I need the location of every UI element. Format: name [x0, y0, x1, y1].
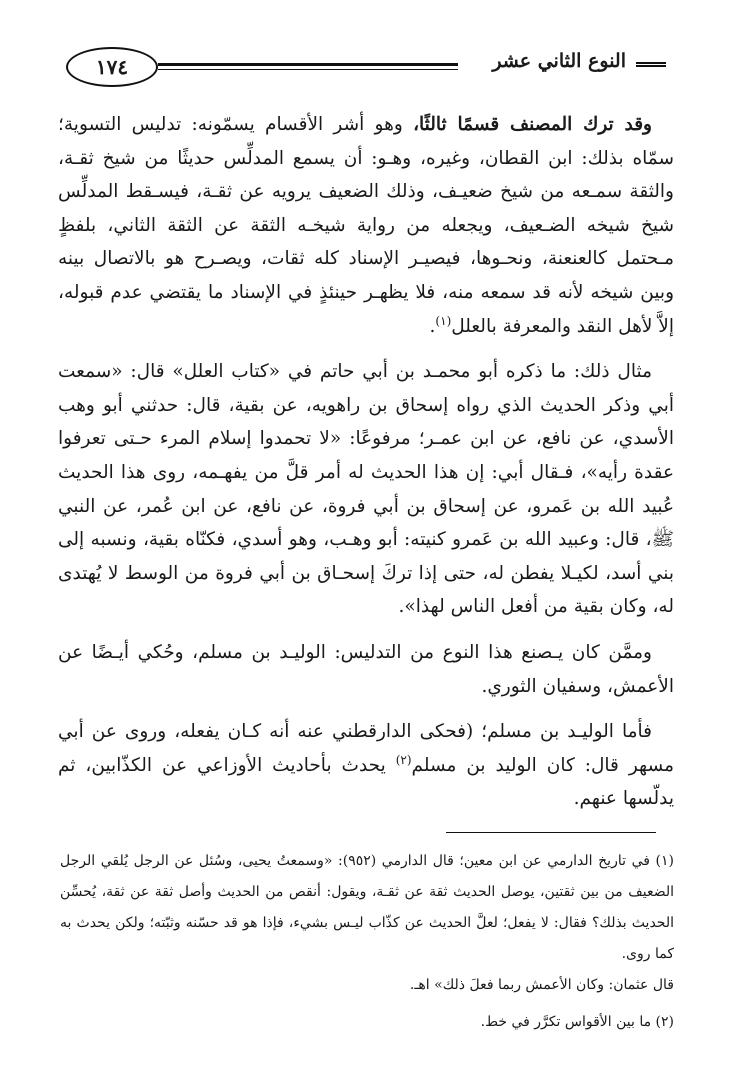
- main-text: [58, 108, 674, 828]
- page-header: [58, 38, 666, 98]
- footnote-separator: [446, 832, 656, 833]
- paragraph-2: مثال ذلك: ما ذكره أبو محمـد بن أبي حاتم في «كتاب العلل» قال: «سمعت أبي وذكر الحديث الذي رواه إسحاق بن راهويه، عن بقية، قال: حدثني أبو وهب الأسدي، عن نافع، عن ابن عمـر؛ مرفوعًا: «لا تحمدوا إسلام المرء حـتى تعرفوا عقدة رأيه»، فـقال أبي: إن هذا الحديث له أمر قلَّ من يفهـمه، روى هذا الحديث عُبيد الله بن عَمرو، عن إسحاق بن أبي فروة، عن نافع، عن ابن عُمر، عن النبي ﷺ، قال: وعبيد الله بن عَمرو كنيته: أبو وهـب، وهو أسدي، فكنّاه بقية، ونسبه إلى بني أسد، لكيـلا يفطن له، حتى إذا تركَ إسحـاق بن أبي فروة من الوسط لا يُهتدى له، وكان بقية من أفعل الناس لهذا».: [58, 361, 674, 618]
- paragraph-4: [58, 715, 674, 816]
- footnote-ref-2: (٢): [395, 752, 412, 767]
- chapter-title: النوع الثاني عشر: [492, 50, 626, 72]
- paragraph-4-body: فأما الوليـد بن مسلم؛ (فحكى الدارقطني عنه أنه كـان يفعله، وروى عن أبي مسهر قال: كان الوليد بن مسلم: [58, 721, 674, 776]
- footnote-1: (١) في تاريخ الدارمي عن ابن معين؛ قال الدارمي (٩٥٢): «وسمعتُ يحيى، وسُئل عن الرجل يُلقي الرجل الضعيف من بين ثقتين، يوصل الحديث ثقة عن ثقـة، ويقول: أنقص من الحديث وأصل ثقة عن ثقة، يُحسِّن الحديث بذلك؟ فقال: لا يفعل؛ لعلَّ الحديث عن كذّاب ليـس بشيء، فإذا هو قد حسّنه وثبّته؛ ولكن يحدث به كما روى.: [60, 853, 674, 962]
- header-rule-thin: [158, 69, 458, 70]
- page-number: ١٧٤: [66, 47, 158, 87]
- paragraph-4-tail: يحدث بأحاديث الأوزاعي عن الكذّابين، ثم يدلّسها عنهم.: [58, 754, 674, 810]
- header-dash-ornament: [636, 62, 666, 67]
- paragraph-1-lead: وقد ترك المصنف قسمًا ثالثًا،: [413, 114, 652, 135]
- footnote-2: (٢) ما بين الأقواس تكرَّر في خط.: [480, 1014, 674, 1030]
- header-rule-thick: [158, 63, 458, 66]
- footnote-ref-1: (١): [435, 313, 452, 328]
- footnote-1-continued: قال عثمان: وكان الأعمش ربما فعلَ ذلك» اهـ.: [409, 977, 674, 993]
- paragraph-3: وممَّن كان يـصنع هذا النوع من التدليس: الوليـد بن مسلم، وحُكي أيـضًا عن الأعمش، وسفيان الثوري.: [58, 641, 674, 697]
- footnotes: [60, 846, 674, 1038]
- paragraph-1: [58, 108, 674, 343]
- paragraph-1-body: وهو أشر الأقسام يسمّونه: تدليس التسوية؛ سمّاه بذلك: ابن القطان، وغيره، وهـو: أن يسمع المدلِّس حديثًا من شيخ ثقـة، والثقة سمـعه من شيخ ضعيـف، وذلك الضعيف يرويه عن ثقـة، فيسـقط المدلِّس شيخ شيخه الضـعيف، ويجعله من رواية شيخـه الثقة عن الثقة الثاني، بلفظٍ مـحتمل كالعنعنة، ونحـوها، فيصيـر الإسناد كله ثقات، ويصـرح هو بالاتصال بينه وبين شيخه لأنه قد سمعه منه، فلا يظهـر حينئذٍ في الإسناد ما يقتضي عدم قبوله، إلاَّ لأهل النقد والمعرفة بالعلل: [58, 114, 674, 337]
- paragraph-1-tail: .: [429, 315, 436, 337]
